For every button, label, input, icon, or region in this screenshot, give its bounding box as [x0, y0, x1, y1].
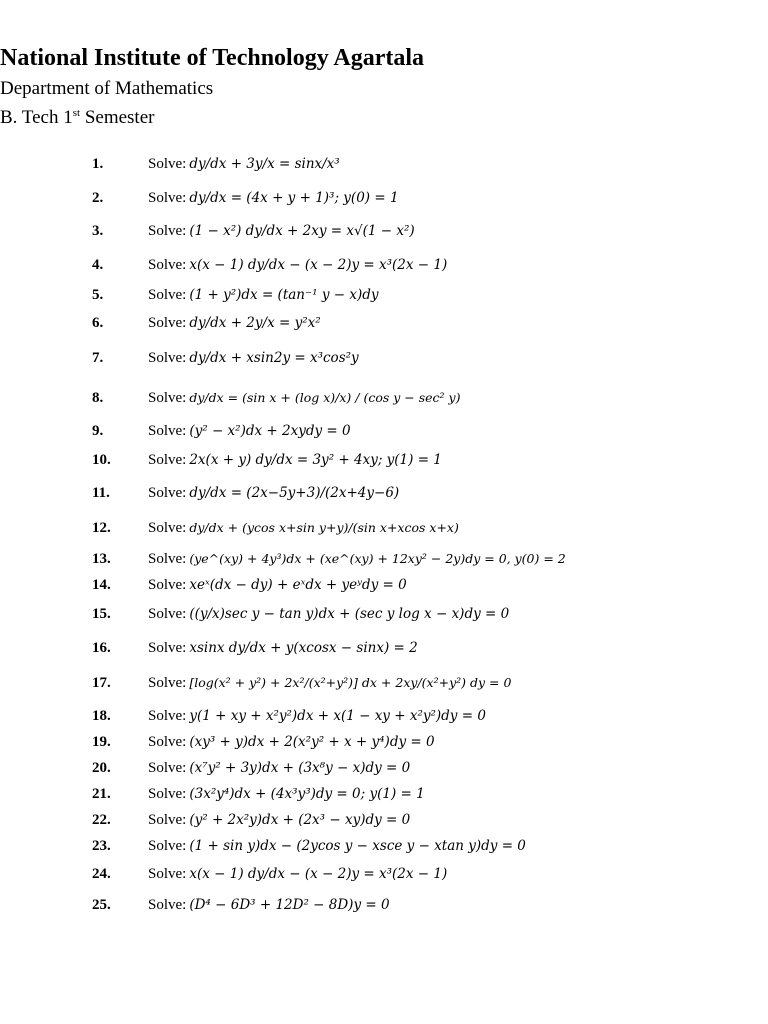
question-text — [148, 478, 399, 508]
question-number: 9. — [92, 423, 104, 439]
question-number: 8. — [92, 390, 104, 406]
question-item — [0, 668, 768, 698]
question-text — [148, 216, 415, 246]
question-expression: xeˣ(dx − dy) + eˣdx + yeʸdy = 0 — [189, 577, 407, 593]
question-number: 17. — [92, 675, 111, 691]
question-text — [148, 859, 447, 889]
solve-label: Solve: — [148, 708, 187, 724]
question-text — [148, 599, 509, 629]
solve-label: Solve: — [148, 257, 187, 273]
question-item — [0, 250, 768, 280]
question-number: 14. — [92, 577, 111, 593]
question-text — [148, 149, 340, 179]
semester-line — [0, 105, 768, 131]
question-item — [0, 633, 768, 663]
question-text — [148, 308, 321, 338]
question-number: 25. — [92, 897, 111, 913]
question-text — [148, 445, 442, 475]
question-expression: (x⁷y² + 3y)dx + (3x⁸y − x)dy = 0 — [189, 760, 411, 776]
question-item — [0, 216, 768, 246]
question-number: 5. — [92, 287, 104, 303]
question-expression: 2x(x + y) dy/dx = 3y² + 4xy; y(1) = 1 — [189, 452, 442, 468]
solve-label: Solve: — [148, 675, 187, 691]
department-name: Department of Mathematics — [0, 78, 214, 99]
semester-suffix: Semester — [80, 107, 155, 128]
question-number: 10. — [92, 452, 111, 468]
question-number: 19. — [92, 734, 111, 750]
solve-label: Solve: — [148, 350, 187, 366]
solve-label: Solve: — [148, 897, 187, 913]
question-number: 4. — [92, 257, 104, 273]
question-item — [0, 570, 768, 600]
question-number: 15. — [92, 606, 111, 622]
question-text — [148, 890, 390, 920]
question-item — [0, 383, 768, 413]
solve-label: Solve: — [148, 551, 187, 567]
question-item — [0, 280, 768, 310]
question-text — [148, 570, 407, 600]
question-number: 13. — [92, 551, 111, 567]
question-expression: (3x²y⁴)dx + (4x³y³)dy = 0; y(1) = 1 — [189, 786, 425, 802]
solve-label: Solve: — [148, 190, 187, 206]
question-number: 18. — [92, 708, 111, 724]
question-text — [148, 831, 526, 861]
question-item — [0, 599, 768, 629]
question-expression: dy/dx + 3y/x = sinx/x³ — [189, 156, 340, 172]
question-item — [0, 149, 768, 179]
question-number: 22. — [92, 812, 111, 828]
question-number: 21. — [92, 786, 111, 802]
solve-label: Solve: — [148, 315, 187, 331]
question-text — [148, 633, 418, 663]
question-expression: dy/dx + 2y/x = y²x² — [189, 315, 321, 331]
question-expression: dy/dx + (ycos x+sin y+y)/(sin x+xcos x+x) — [189, 520, 459, 535]
question-expression: x(x − 1) dy/dx − (x − 2)y = x³(2x − 1) — [189, 866, 448, 882]
solve-label: Solve: — [148, 287, 187, 303]
question-expression: y(1 + xy + x²y²)dx + x(1 − xy + x²y²)dy = 0 — [189, 708, 486, 724]
question-item — [0, 416, 768, 446]
question-text — [148, 183, 399, 213]
solve-label: Solve: — [148, 223, 187, 239]
question-expression: xsinx dy/dx + y(xcosx − sinx) = 2 — [189, 640, 418, 656]
question-number: 23. — [92, 838, 111, 854]
solve-label: Solve: — [148, 734, 187, 750]
question-item — [0, 859, 768, 889]
question-expression: (y² + 2x²y)dx + (2x³ − xy)dy = 0 — [189, 812, 411, 828]
semester-ordinal: st — [72, 107, 81, 119]
question-expression: (1 − x²) dy/dx + 2xy = x√(1 − x²) — [189, 223, 415, 239]
question-item — [0, 183, 768, 213]
question-item — [0, 343, 768, 373]
question-number: 3. — [92, 223, 104, 239]
solve-label: Solve: — [148, 520, 187, 536]
question-text — [148, 513, 459, 543]
solve-label: Solve: — [148, 786, 187, 802]
solve-label: Solve: — [148, 577, 187, 593]
question-item — [0, 831, 768, 861]
question-expression: dy/dx = (2x−5y+3)/(2x+4y−6) — [189, 485, 400, 501]
question-expression: (ye^(xy) + 4y³)dx + (xe^(xy) + 12xy² − 2y)dy = 0, y(0) = 2 — [189, 551, 566, 566]
solve-label: Solve: — [148, 452, 187, 468]
question-number: 20. — [92, 760, 111, 776]
solve-label: Solve: — [148, 156, 187, 172]
question-expression: dy/dx = (4x + y + 1)³; y(0) = 1 — [189, 190, 399, 206]
question-expression: ((y/x)sec y − tan y)dx + (sec y log x − x)dy = 0 — [189, 606, 510, 622]
question-text — [148, 343, 359, 373]
question-expression: dy/dx + xsin2y = x³cos²y — [189, 350, 359, 366]
question-number: 11. — [92, 485, 110, 501]
question-text — [148, 668, 511, 698]
solve-label: Solve: — [148, 640, 187, 656]
question-number: 12. — [92, 520, 111, 536]
solve-label: Solve: — [148, 390, 187, 406]
question-number: 24. — [92, 866, 111, 882]
question-item — [0, 308, 768, 338]
question-text — [148, 383, 460, 413]
question-number: 16. — [92, 640, 111, 656]
question-item — [0, 513, 768, 543]
question-expression: (1 + sin y)dx − (2ycos y − xsce y − xtan y)dy = 0 — [189, 838, 526, 854]
question-expression: (y² − x²)dx + 2xydy = 0 — [189, 423, 351, 439]
question-item — [0, 478, 768, 508]
question-item — [0, 890, 768, 920]
solve-label: Solve: — [148, 760, 187, 776]
page-title: National Institute of Technology Agartala — [0, 45, 425, 71]
question-expression: (xy³ + y)dx + 2(x²y² + x + y⁴)dy = 0 — [189, 734, 435, 750]
question-expression: (D⁴ − 6D³ + 12D² − 8D)y = 0 — [189, 897, 390, 913]
question-number: 6. — [92, 315, 104, 331]
solve-label: Solve: — [148, 812, 187, 828]
question-expression: x(x − 1) dy/dx − (x − 2)y = x³(2x − 1) — [189, 257, 448, 273]
question-text — [148, 280, 378, 310]
solve-label: Solve: — [148, 838, 187, 854]
question-number: 7. — [92, 350, 104, 366]
question-expression: dy/dx = (sin x + (log x)/x) / (cos y − sec² y) — [189, 390, 461, 405]
solve-label: Solve: — [148, 866, 187, 882]
question-text — [148, 416, 351, 446]
question-number: 2. — [92, 190, 104, 206]
question-expression: (1 + y²)dx = (tan⁻¹ y − x)dy — [189, 287, 379, 303]
question-expression: [log(x² + y²) + 2x²/(x²+y²)] dx + 2xy/(x²+y²) dy = 0 — [189, 675, 512, 690]
question-item — [0, 445, 768, 475]
semester-prefix: B. Tech 1 — [0, 107, 73, 128]
solve-label: Solve: — [148, 485, 187, 501]
question-number: 1. — [92, 156, 104, 172]
solve-label: Solve: — [148, 606, 187, 622]
solve-label: Solve: — [148, 423, 187, 439]
question-text — [148, 250, 447, 280]
